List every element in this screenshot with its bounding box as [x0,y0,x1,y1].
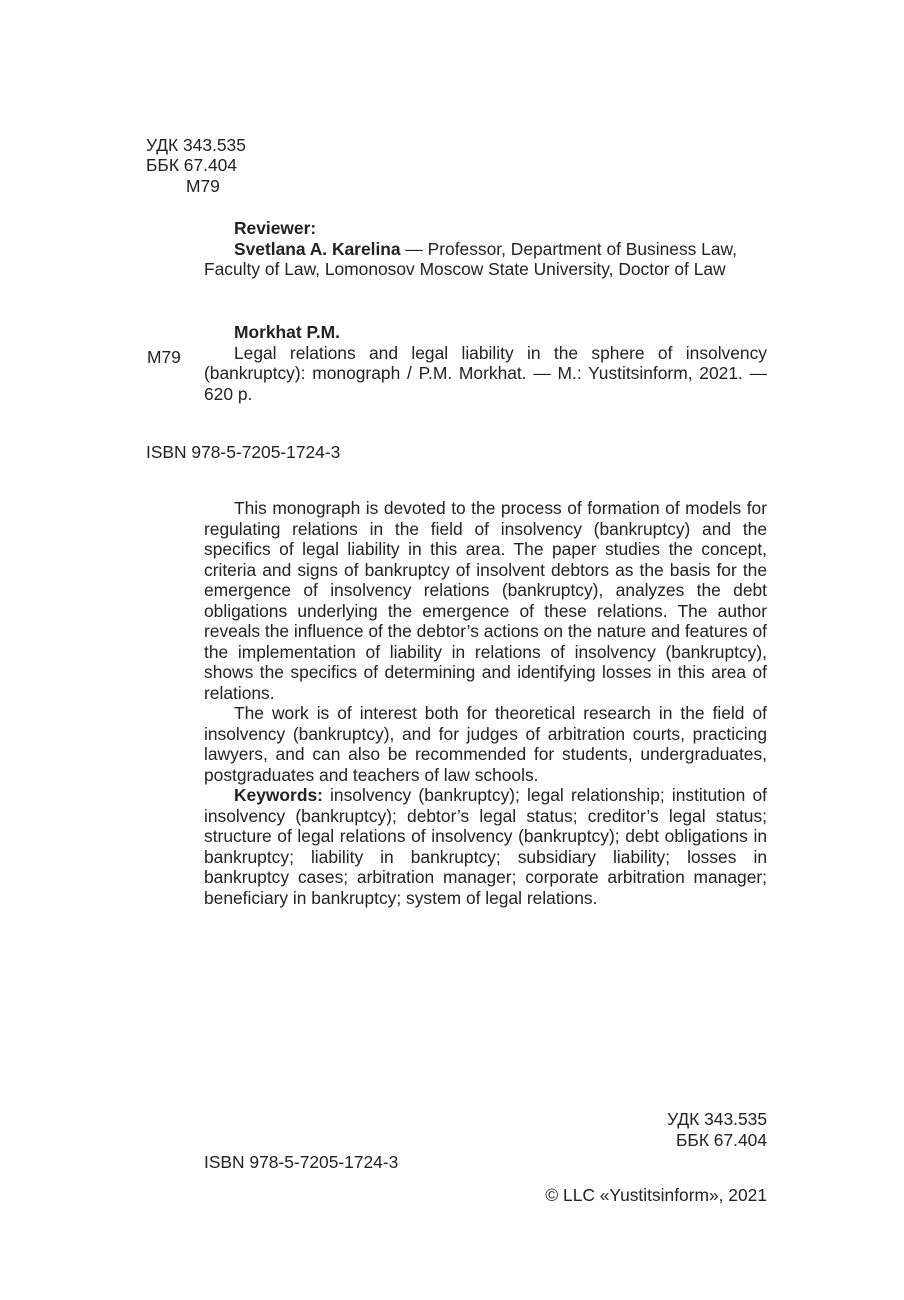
abstract-paragraph-1: This monograph is devoted to the process of formation of models for regulating relations in the field of insolvency (bankruptcy) and the specifics of legal liability in this area. The paper studies the concept, criteria and signs of bankruptcy of insolvent debtors as the basis for the emergence of insolvency relations (bankruptcy), analyzes the debt obligations underlying the emergence of these relations. The author reveals the influence of the debtor’s actions on the nature and features of the implementation of liability in relations of insolvency (bankruptcy), shows the specifics of determining and identifying losses in this area of relations. [204,498,767,703]
reviewer-block [204,218,767,280]
abstract [204,498,767,908]
copyright: © LLC «Yustitsinform», 2021 [545,1185,767,1205]
keywords-label: Keywords: [234,785,323,805]
keywords-paragraph [204,785,767,908]
footer-bbk: ББК 67.404 [676,1130,767,1150]
author-mark: М79 [186,176,220,196]
footer-udk: УДК 343.535 [667,1109,767,1129]
reviewer-text [204,239,767,280]
udk-code: УДК 343.535 [146,135,246,155]
keywords-text: insolvency (bankruptcy); legal relationship; institution of insolvency (bankruptcy); debtor’s legal status; creditor’s legal status; structure of legal relations of insolvency (bankruptcy); debt obligations in bankruptcy; liability in bankruptcy; subsidiary liability; losses in bankruptcy cases; arbitration manager; corporate arbitration manager; beneficiary in bankruptcy; system of legal relations. [204,785,767,908]
footer-isbn: ISBN 978-5-7205-1724-3 [204,1152,399,1172]
side-author-mark: М79 [147,347,181,367]
reviewer-name: Svetlana A. Karelina [234,238,401,259]
reviewer-heading: Reviewer: [234,218,317,238]
bibliographic-description: Legal relations and legal liability in the sphere of insolvency (bankruptcy): monograph / P.M. Morkhat. — M.: Yustitsinform, 2021. — 620 p. [204,342,767,404]
author-name: Morkhat P.M. [234,322,340,342]
isbn: ISBN 978-5-7205-1724-3 [146,442,341,462]
bbk-code: ББК 67.404 [146,155,237,175]
reviewer-details: — Professor, Department of Business Law, Faculty of Law, Lomonosov Moscow State University, Doctor of Law [204,238,737,279]
bibliographic-block [204,322,767,404]
abstract-paragraph-2: The work is of interest both for theoretical research in the field of insolvency (bankruptcy), and for judges of arbitration courts, practicing lawyers, and can also be recommended for students, undergraduates, postgraduates and teachers of law schools. [204,703,767,785]
